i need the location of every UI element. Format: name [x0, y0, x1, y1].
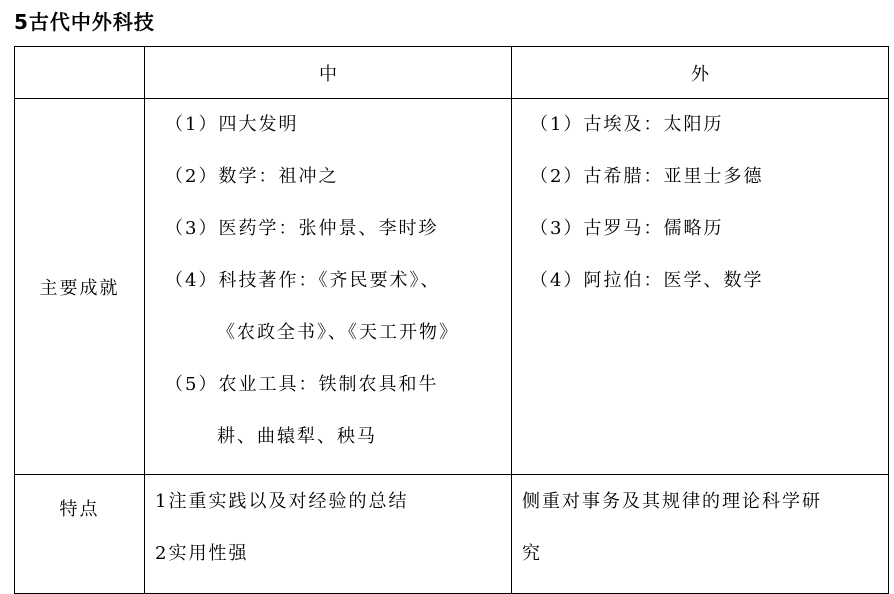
list-item: （2）数学：祖冲之: [165, 166, 339, 187]
list-item: 2实用性强: [155, 543, 249, 564]
list-item: （3）医药学：张仲景、李时珍: [165, 218, 439, 239]
page-title: 5古代中外科技: [14, 10, 155, 34]
list-item: （1）古埃及：太阳历: [530, 114, 724, 135]
header-china: 中: [145, 47, 512, 99]
list-item: （4）科技著作：《齐民要术》、: [165, 270, 441, 291]
list-item: 《农政全书》、《天工开物》: [217, 322, 459, 343]
list-item: （5）农业工具：铁制农具和牛: [165, 374, 439, 395]
row-label-traits: 特点: [15, 475, 145, 594]
list-item: 耕、曲辕犁、秧马: [217, 426, 377, 447]
table-row-achievements: [15, 99, 889, 475]
list-item: 侧重对事务及其规律的理论科学研: [522, 491, 822, 512]
cell-china-achievements: [145, 99, 512, 475]
header-empty-cell: [15, 47, 145, 99]
list-item: 1注重实践以及对经验的总结: [155, 491, 409, 512]
list-item: （3）古罗马：儒略历: [530, 218, 724, 239]
list-item: （4）阿拉伯：医学、数学: [530, 270, 764, 291]
cell-foreign-achievements: [512, 99, 889, 475]
row-label-achievements: 主要成就: [15, 99, 145, 475]
comparison-table: [14, 46, 889, 594]
header-foreign: 外: [512, 47, 889, 99]
list-item: （1）四大发明: [165, 114, 299, 135]
list-item: 究: [522, 543, 542, 564]
table-header-row: [15, 47, 889, 99]
list-item: （2）古希腊：亚里士多德: [530, 166, 764, 187]
